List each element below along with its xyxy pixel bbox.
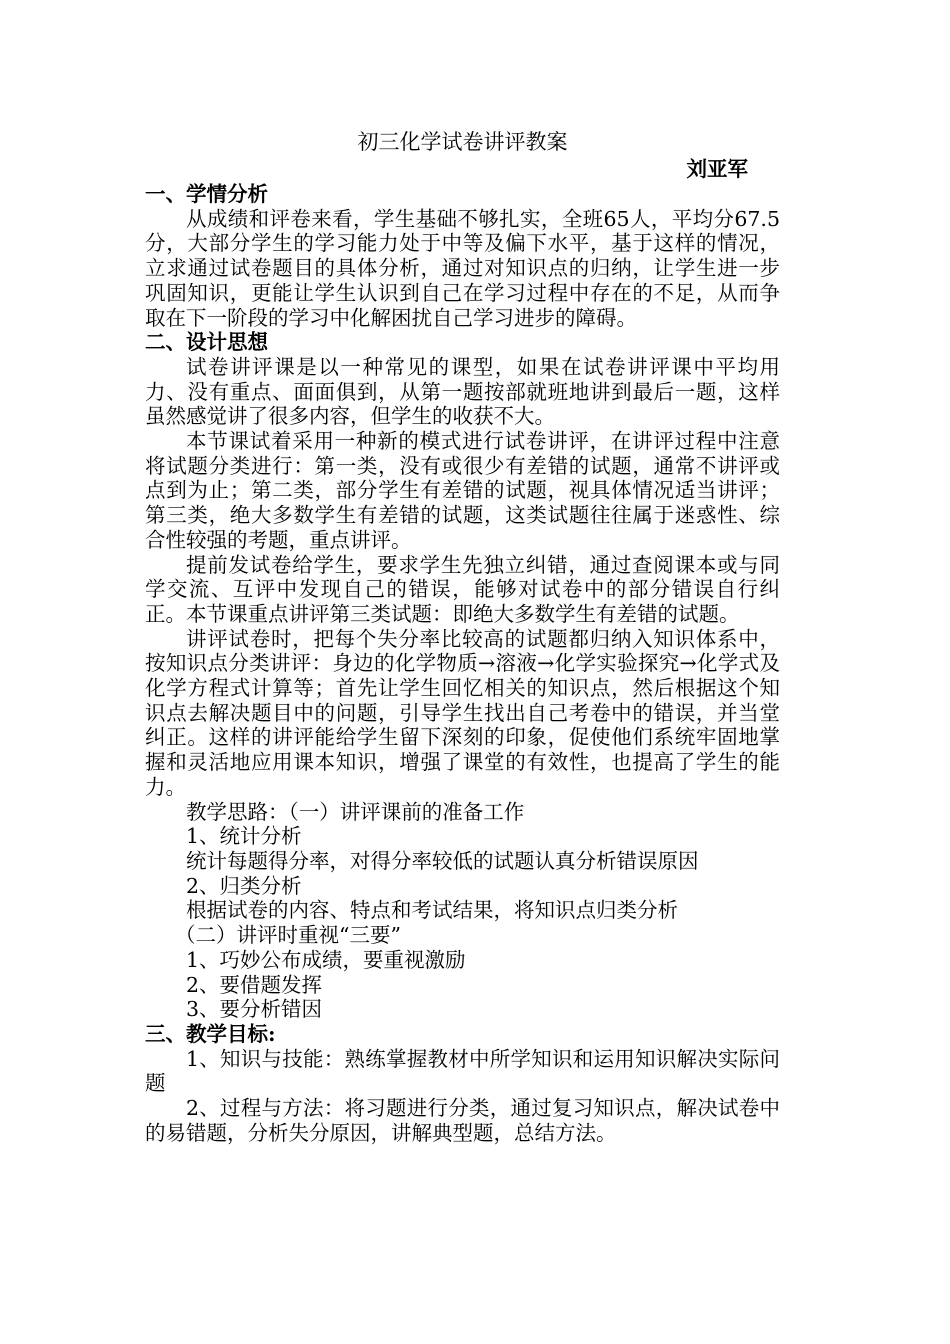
author-name: 刘亚军 [686,157,748,181]
list-item: （二）讲评时重视“三要” [175,923,401,948]
list-item: 统计每题得分率，对得分率较低的试题认真分析错误原因 [186,848,699,873]
paragraph: 2、过程与方法：将习题进行分类，通过复习知识点，解决试卷中的易错题，分析失分原因，讲解典型题，总结方法。 [145,1096,780,1145]
paragraph: 本节课试着采用一种新的模式进行试卷讲评，在讲评过程中注意将试题分类进行：第一类，没有或很少有差错的试题，通常不讲评或点到为止；第二类，部分学生有差错的试题，视具体情况适当讲评；第三类，绝大多数学生有差错的试题，这类试题往往属于迷惑性、综合性较强的考题，重点讲评。 [145,429,780,552]
list-item: 1、巧妙公布成绩，要重视激励 [186,947,466,972]
document-title: 初三化学试卷讲评教案 [357,130,568,154]
list-item: 根据试卷的内容、特点和考试结果，将知识点归类分析 [186,898,678,923]
list-item: 3、要分析错因 [186,997,323,1022]
paragraph: 试卷讲评课是以一种常见的课型，如果在试卷讲评课中平均用力、没有重点、面面俱到，从第一题按部就班地讲到最后一题，这样虽然感觉讲了很多内容，但学生的收获不大。 [145,354,780,429]
document-page [145,128,780,1145]
list-item: 1、统计分析 [186,824,302,849]
paragraph: 从成绩和评卷来看，学生基础不够扎实，全班65人，平均分67.5分，大部分学生的学习能力处于中等及偏下水平，基于这样的情况，立求通过试卷题目的具体分析，通过对知识点的归纳，让学生进一步巩固知识，更能让学生认识到自己在学习过程中存在的不足，从而争取在下一阶段的学习中化解困扰自己学习进步的障碍。 [145,206,780,330]
paragraph: 讲评试卷时，把每个失分率比较高的试题都归纳入知识体系中，按知识点分类讲评：身边的化学物质→溶液→化学实验探究→化学式及化学方程式计算等；首先让学生回忆相关的知识点，然后根据这个知识点去解决题目中的问题，引导学生找出自己考卷中的错误，并当堂纠正。这样的讲评能给学生留下深刻的印象，促使他们系统牢固地掌握和灵活地应用课本知识，增强了课堂的有效性，也提高了学生的能力。 [145,626,780,799]
section-heading-1: 一、学情分析 [145,182,268,206]
section-heading-3: 三、教学目标: [145,1021,276,1046]
paragraph: 提前发试卷给学生，要求学生先独立纠错，通过查阅课本或与同学交流、互评中发现自己的错误，能够对试卷中的部分错误自行纠正。本节课重点讲评第三类试题：即绝大多数学生有差错的试题。 [145,552,780,626]
list-item: 2、要借题发挥 [186,972,323,997]
paragraph: 1、知识与技能：熟练掌握教材中所学知识和运用知识解决实际问题 [145,1046,780,1096]
teaching-approach-line: 教学思路：（一）讲评课前的准备工作 [186,799,525,824]
section-heading-2: 二、设计思想 [145,330,268,355]
list-item: 2、归类分析 [186,873,302,898]
